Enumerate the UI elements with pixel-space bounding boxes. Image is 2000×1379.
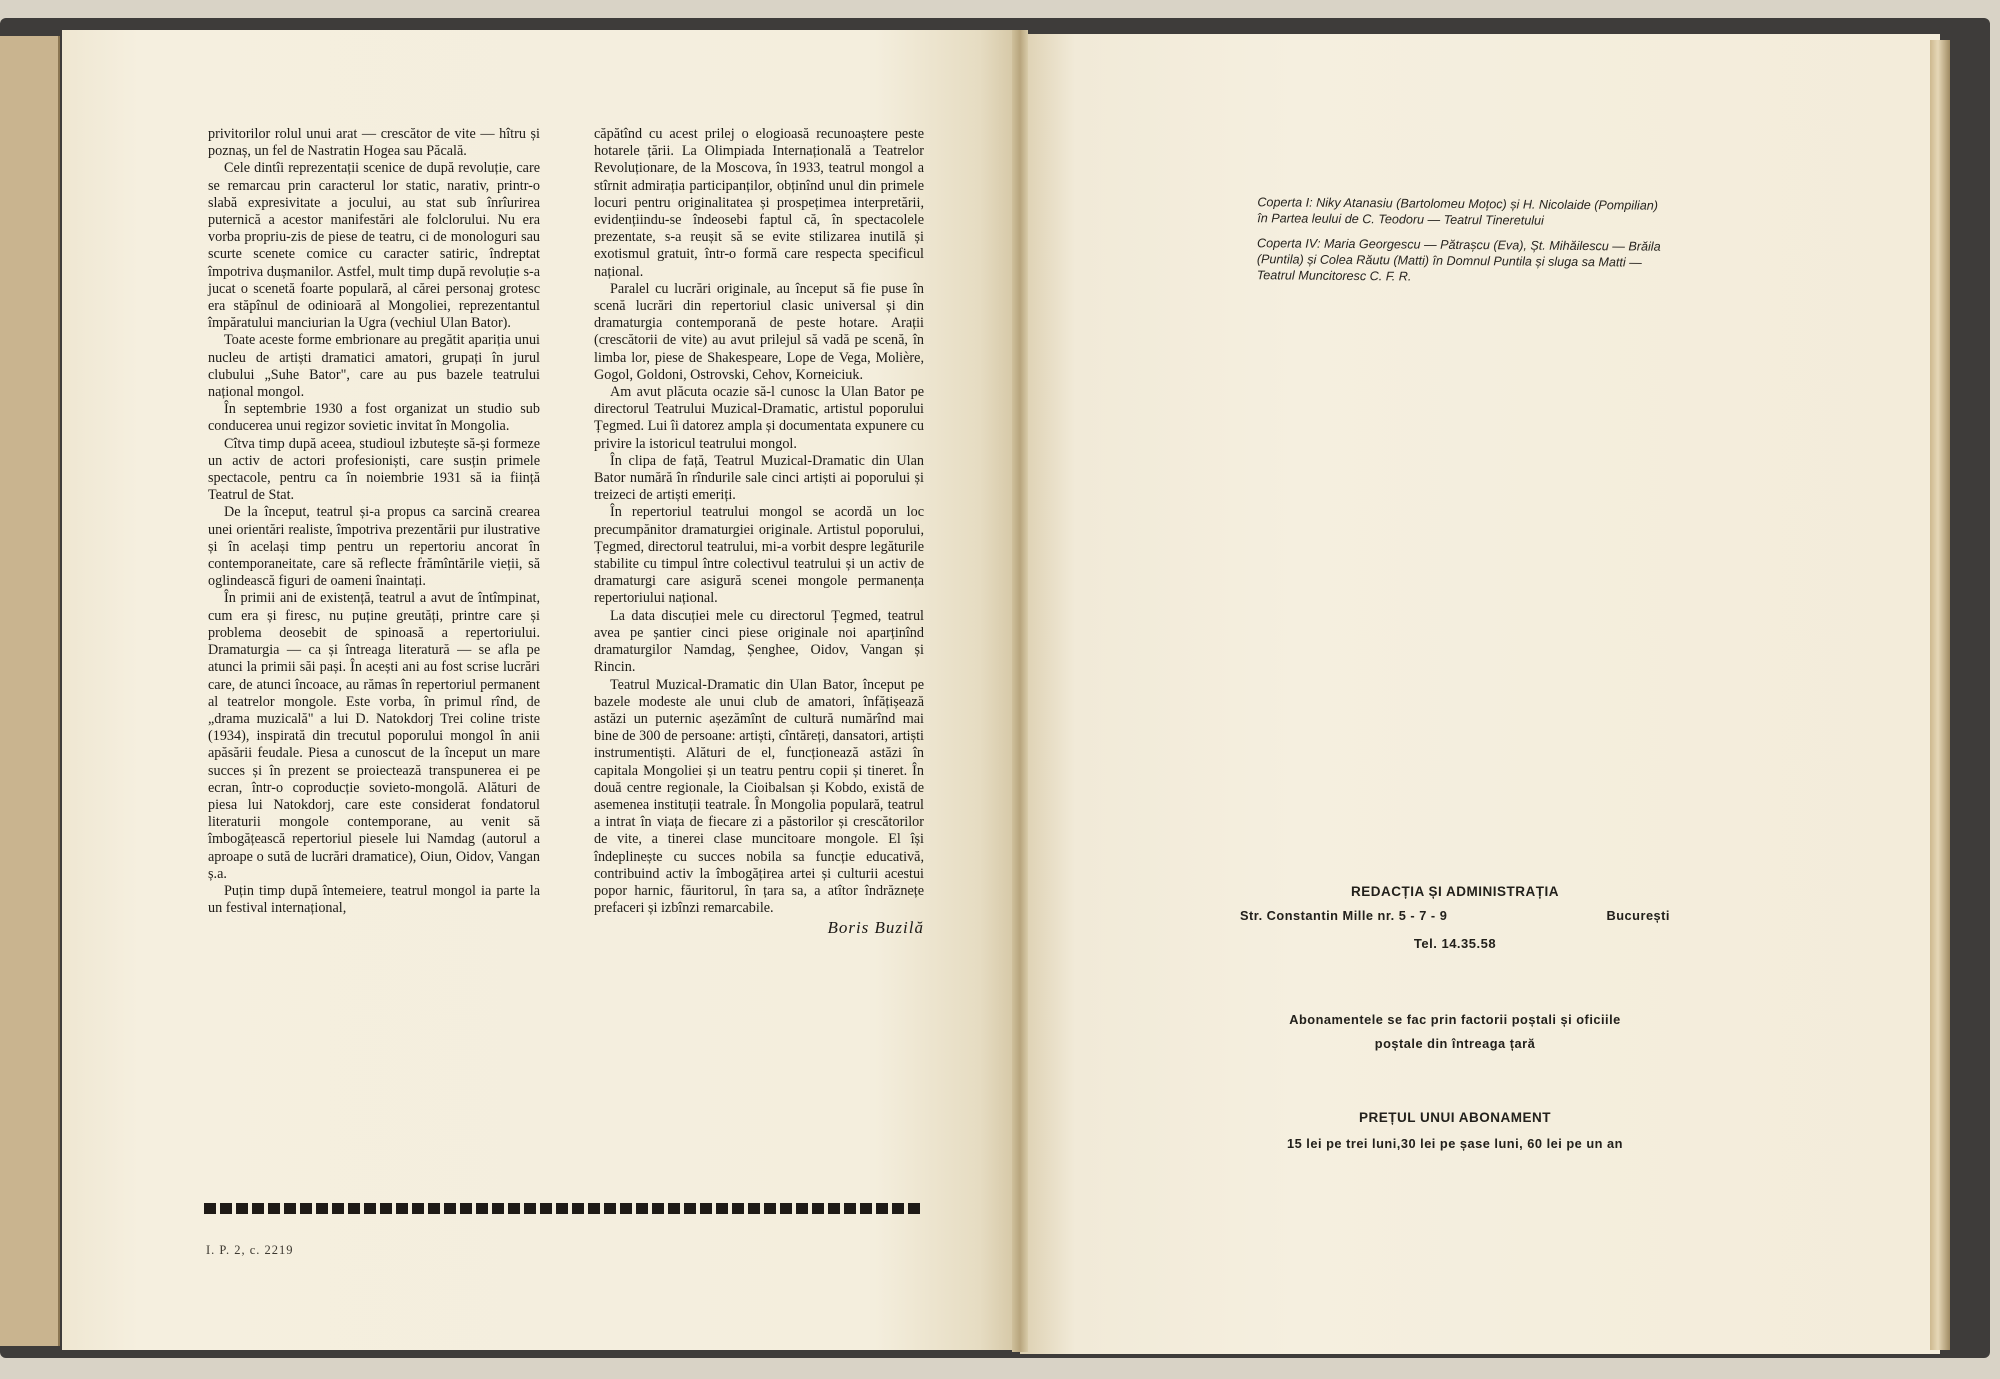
price-details: 15 lei pe trei luni,30 lei pe șase luni, 60 lei pe un an (1287, 1136, 1623, 1151)
paragraph: Am avut plăcuta ocazie să-l cunosc la Ulan Bator pe directorul Teatrului Muzical-Dramatic, artistul poporului Țegmed. Lui îi datorez ampla și documentata expunere cu privire la istoricul teatrului mongol. (594, 384, 924, 452)
telephone: Tel. 14.35.58 (1413, 936, 1497, 951)
address-line (1240, 908, 1670, 923)
subscription-note-line1: Abonamentele se fac prin factorii poștali și oficiile (1289, 1012, 1621, 1027)
cover-credit-front: Coperta I: Niky Atanasiu (Bartolomeu Moțoc) și H. Nicolaide (Pompilian) în Partea leului de C. Teodoru — Teatrul Tineretului (1257, 195, 1659, 228)
paragraph: căpătînd cu acest prilej o elogioasă recunoaștere peste hotarele țării. La Olimpiada Internațională a Teatrelor Revoluționare, de la Moscova, în 1933, teatrul mongol a stîrnit admirația participanților, obținînd unul din primele locuri pentru originalitatea și prospețimea interpretării, evidențiindu-se îndeosebi faptul că, în spectacolele prezentate, s-a reușit să se evite stilizarea inutilă și exotismul gratuit, într-o formă care respecta specificul național. (594, 126, 924, 280)
paragraph: În repertoriul teatrului mongol se acordă un loc precumpănitor dramaturgiei originale. Artistul poporului, Țegmed, directorul teatrului, mi-a vorbit despre legăturile stabilite cu timpul între colectivul teatrului și un activ de dramaturgi care asigură scenei mongole permanența repertoriului național. (594, 504, 924, 607)
address-street: Str. Constantin Mille nr. 5 - 7 - 9 (1240, 908, 1448, 923)
paragraph: Teatrul Muzical-Dramatic din Ulan Bator, început pe bazele modeste ale unui club de amatori, înfățișează astăzi un puternic așezămînt de cultură numărînd mai bine de 300 de persoane: artiști, cîntăreți, dansatori, artiști instrumentiști. Alături de el, funcționează astăzi în capitala Mongoliei și un teatru pentru copii și tineret. În două centre regionale, la Cioibalsan și Kobdo, există de asemenea instituții teatrale. În Mongolia populară, teatrul a intrat în viața de fiecare zi a păstorilor și crescătorilor de vite, a tinerei clase muncitoare mongole. El își îndeplinește cu succes nobila sa funcție educativă, contribuind activ la îmbogățirea artei și culturii acestui popor harnic, făuritorul, în țara sa, a atîtor îndrăznețe prefaceri și izbînzi remarcabile. (594, 676, 924, 917)
decorative-rule (204, 1203, 920, 1214)
paragraph: privitorilor rolul unui arat — crescător de vite — hîtru și poznaș, un fel de Nastratin Hogea sau Păcală. (208, 126, 540, 160)
paragraph: Cîtva timp după aceea, studioul izbutește să-și formeze un activ de actori profesioniști, care susțin primele spectacole, pentru ca în noiembrie 1931 să ia ființă Teatrul de Stat. (208, 435, 540, 504)
printer-imprint: I. P. 2, c. 2219 (206, 1243, 294, 1257)
book-gutter (1012, 30, 1028, 1352)
paragraph: În septembrie 1930 a fost organizat un studio sub conducerea unui regizor sovietic invitat în Mongolia. (208, 401, 540, 435)
paragraph: Paralel cu lucrări originale, au început să fie puse în scenă lucrări din repertoriul clasic universal și din dramaturgia contemporană de peste hotare. Arații (crescătorii de vite) au avut prilejul să vadă pe scenă, în limba lor, piese de Shakespeare, Lope de Vega, Molière, Gogol, Goldoni, Ostrovski, Cehov, Korneiciuk. (594, 280, 924, 383)
cover-credit-back: Coperta IV: Maria Georgescu — Pătrașcu (Eva), Șt. Mihăilescu — Brăila (Puntila) și Colea Răutu (Matti) în Domnul Puntila și sluga sa Matti — Teatrul Muncitoresc C. F. R. (1256, 236, 1661, 284)
paragraph: Cele dintîi reprezentații scenice de după revoluție, care se remarcau prin caracterul lor static, narativ, printr-o slabă expresivitate a jocului, au stat sub înrîurirea puternică a acestor manifestări ale folclorului. Nu era vorba propriu-zis de piese de teatru, ci de monologuri sau scurte scenete comice cu caracter satiric, îndreptat împotriva dușmanilor. Astfel, mult timp după revoluție s-a jucat o scenetă foarte populară, al cărei personaj grotesc era stăpînul de odinioară al Mongoliei, reprezentantul împăratului manciurian la Ugra (vechiul Ulan Bator). (208, 160, 540, 332)
page-stack-edge-right (1930, 40, 1950, 1350)
paragraph: Toate aceste forme embrionare au pregătit apariția unui nucleu de artiști dramatici amatori, grupați în jurul clubului „Suhe Bator", care au pus bazele teatrului național mongol. (208, 332, 540, 401)
paragraph: La data discuției mele cu directorul Țegmed, teatrul avea pe șantier cinci piese originale noi aparținînd dramaturgilor Namdag, Șenghee, Oidov, Vangan și Rincin. (594, 607, 924, 676)
article-column-left (208, 126, 540, 917)
paragraph: Puțin timp după întemeiere, teatrul mongol ia parte la un festival internațional, (208, 882, 540, 917)
article-column-right (594, 126, 924, 937)
paragraph: În clipa de față, Teatrul Muzical-Dramatic din Ulan Bator numără în rîndurile sale cinci artiști ai poporului și treizeci de artiști emeriți. (594, 452, 924, 504)
author-signature: Boris Buzilă (827, 918, 924, 938)
subscription-note-line2: poștale din întreaga țară (1374, 1036, 1536, 1051)
price-heading: PREȚUL UNUI ABONAMENT (1359, 1110, 1551, 1125)
address-city: București (1606, 908, 1670, 923)
book-cover-edge-left (0, 36, 60, 1346)
cover-credits (1257, 194, 1672, 296)
paragraph: În primii ani de existență, teatrul a avut de întîmpinat, cum era și firesc, nu puține greutăți, printre care și problema deosebit de spinoasă a repertoriului. Dramaturgia — ca și întreaga literatură — se afla pe atunci la primii săi pași. În acești ani au fost scrise lucrări care, de atunci încoace, au rămas în repertoriul permanent al teatrelor mongole. Este vorba, în primul rînd, de „drama muzicală" a lui D. Natokdorj Trei coline triste (1934), inspirată din trecutul poporului mongol în anii apăsării feudale. Piesa a cunoscut de la început un mare succes și în prezent se proiectează transpunerea ei pe ecran, într-o coproducție sovieto-mongolă. Alături de piesa lui Natokdorj, care este considerat fondatorul literaturii mongole contemporane, au venit să îmbogățească repertoriul piesele lui Namdag (autorul a aproape o sută de lucrări dramatice), Oiun, Oidov, Vangan ș.a. (208, 590, 540, 882)
redactia-heading: REDACȚIA ȘI ADMINISTRAȚIA (1351, 884, 1559, 899)
paragraph: De la început, teatrul și-a propus ca sarcină crearea unei orientări realiste, împotriva prezentării pur ilustrative și în același timp pentru un repertoriu ancorat în contemporaneitate, care să reflecte frămîntările vieții, să oglindească figuri de oameni înaintați. (208, 504, 540, 590)
